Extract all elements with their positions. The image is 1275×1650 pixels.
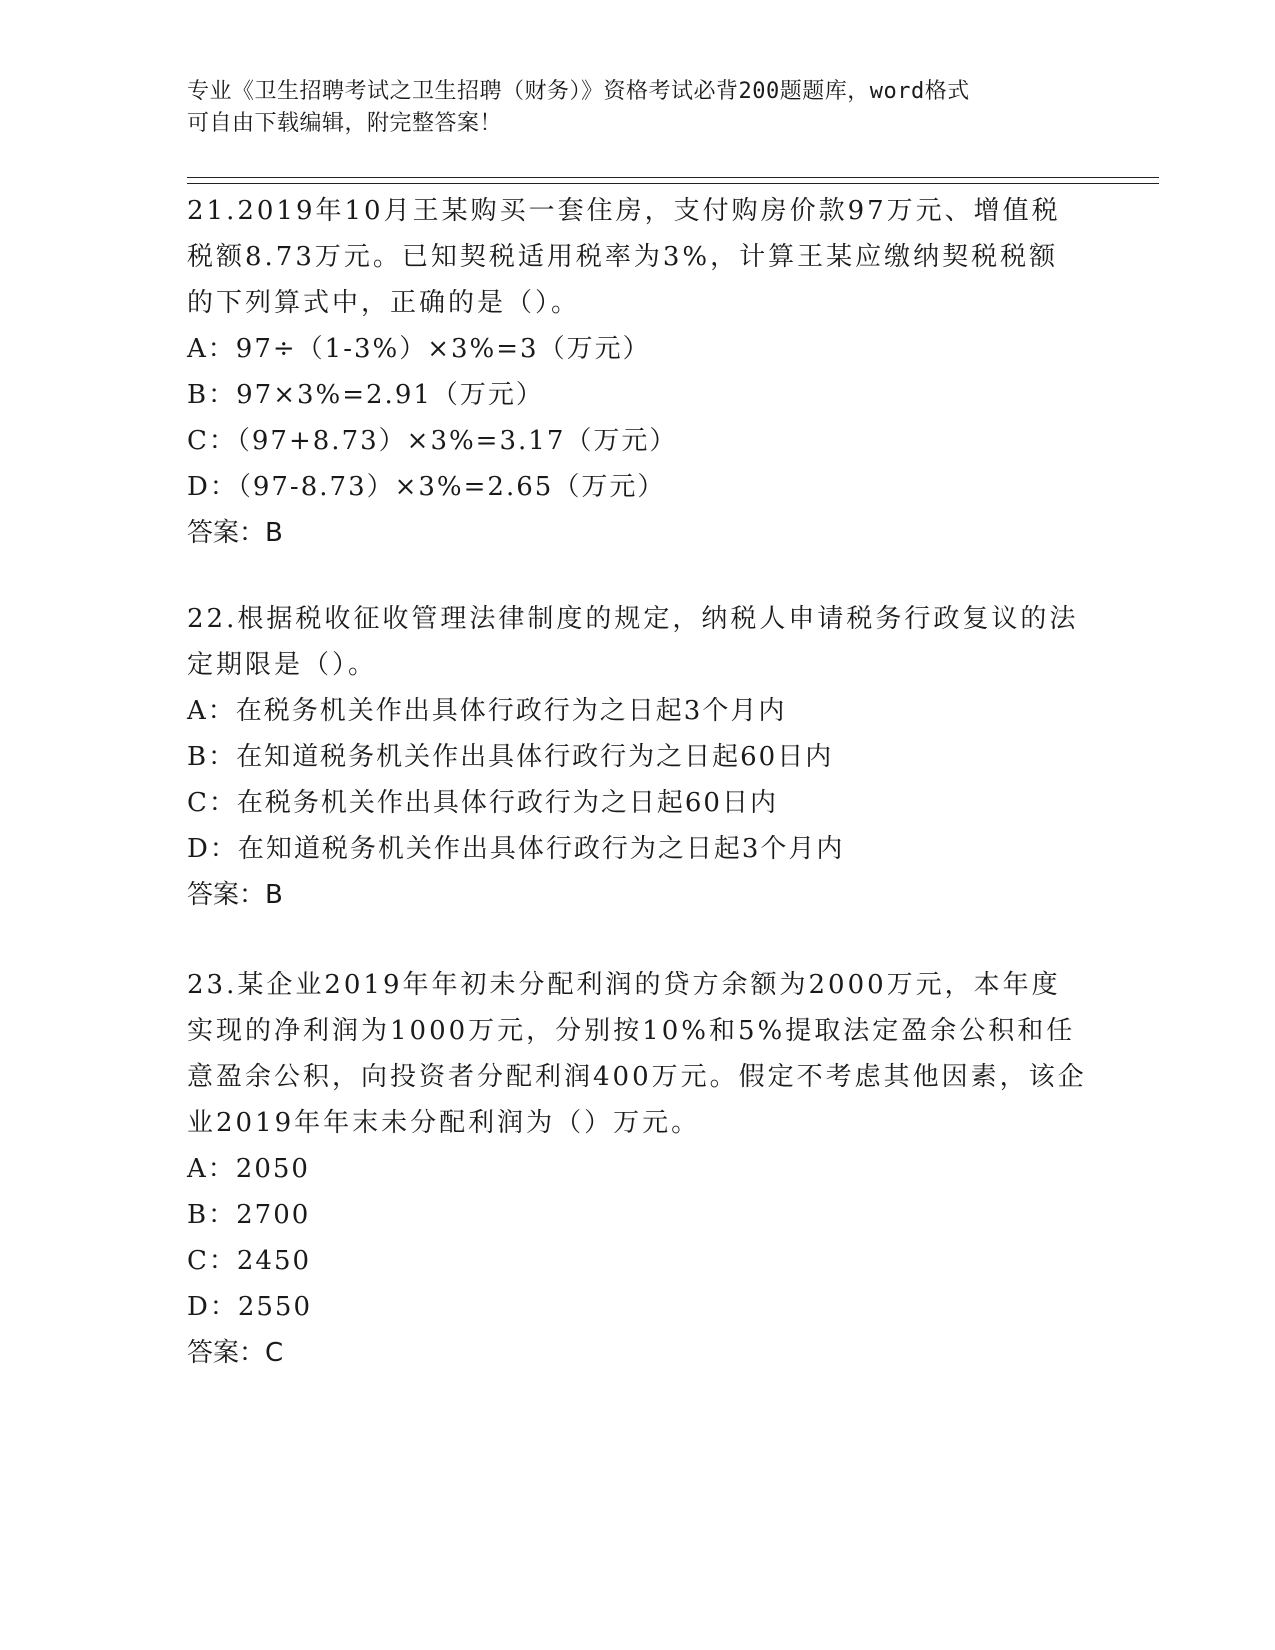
- question-stem: 23.某企业2019年年初未分配利润的贷方余额为2000万元，本年度实现的净利润为1000万元，分别按10%和5%提取法定盈余公积和任意盈余公积，向投资者分配利润400万元。假定不考虑其他因素，该企业2019年年末未分配利润为（）万元。: [187, 970, 1087, 1138]
- option-a: A：2050: [187, 1154, 310, 1184]
- header-divider-top: [187, 177, 1159, 178]
- option-list: [187, 688, 1087, 872]
- option-a: A：在税务机关作出具体行政行为之日起3个月内: [187, 696, 787, 726]
- option-c: C：在税务机关作出具体行政行为之日起60日内: [187, 788, 778, 818]
- option-b: B：97×3%=2.91（万元）: [187, 380, 544, 410]
- option-b: B：在知道税务机关作出具体行政行为之日起60日内: [187, 742, 834, 772]
- option-list: [187, 1146, 1087, 1330]
- answer-line: 答案：B: [187, 880, 283, 910]
- question-stem: 21.2019年10月王某购买一套住房，支付购房价款97万元、增值税税额8.73万元。已知契税适用税率为3%，计算王某应缴纳契税税额的下列算式中，正确的是（）。: [187, 196, 1061, 318]
- option-d: D：（97-8.73）×3%=2.65（万元）: [187, 472, 666, 502]
- option-c: C：2450: [187, 1246, 312, 1276]
- option-a: A：97÷（1-3%）×3%=3（万元）: [187, 334, 651, 364]
- option-list: [187, 326, 1087, 510]
- document-header: [187, 76, 1087, 140]
- header-divider-bottom: [187, 183, 1159, 184]
- option-d: D：在知道税务机关作出具体行政行为之日起3个月内: [187, 834, 845, 864]
- option-d: D：2550: [187, 1292, 313, 1322]
- question-stem: 22.根据税收征收管理法律制度的规定，纳税人申请税务行政复议的法定期限是（）。: [187, 604, 1079, 680]
- option-c: C：（97+8.73）×3%=3.17（万元）: [187, 426, 678, 456]
- header-line-2: 可自由下载编辑，附完整答案！: [187, 111, 503, 136]
- question-22: [187, 596, 1087, 918]
- question-23: [187, 962, 1087, 1376]
- header-line-1: 专业《卫生招聘考试之卫生招聘（财务）》资格考试必背200题题库，word格式: [187, 79, 970, 104]
- answer-line: 答案：B: [187, 518, 283, 548]
- answer-line: 答案：C: [187, 1338, 284, 1368]
- option-b: B：2700: [187, 1200, 311, 1230]
- question-21: [187, 188, 1087, 556]
